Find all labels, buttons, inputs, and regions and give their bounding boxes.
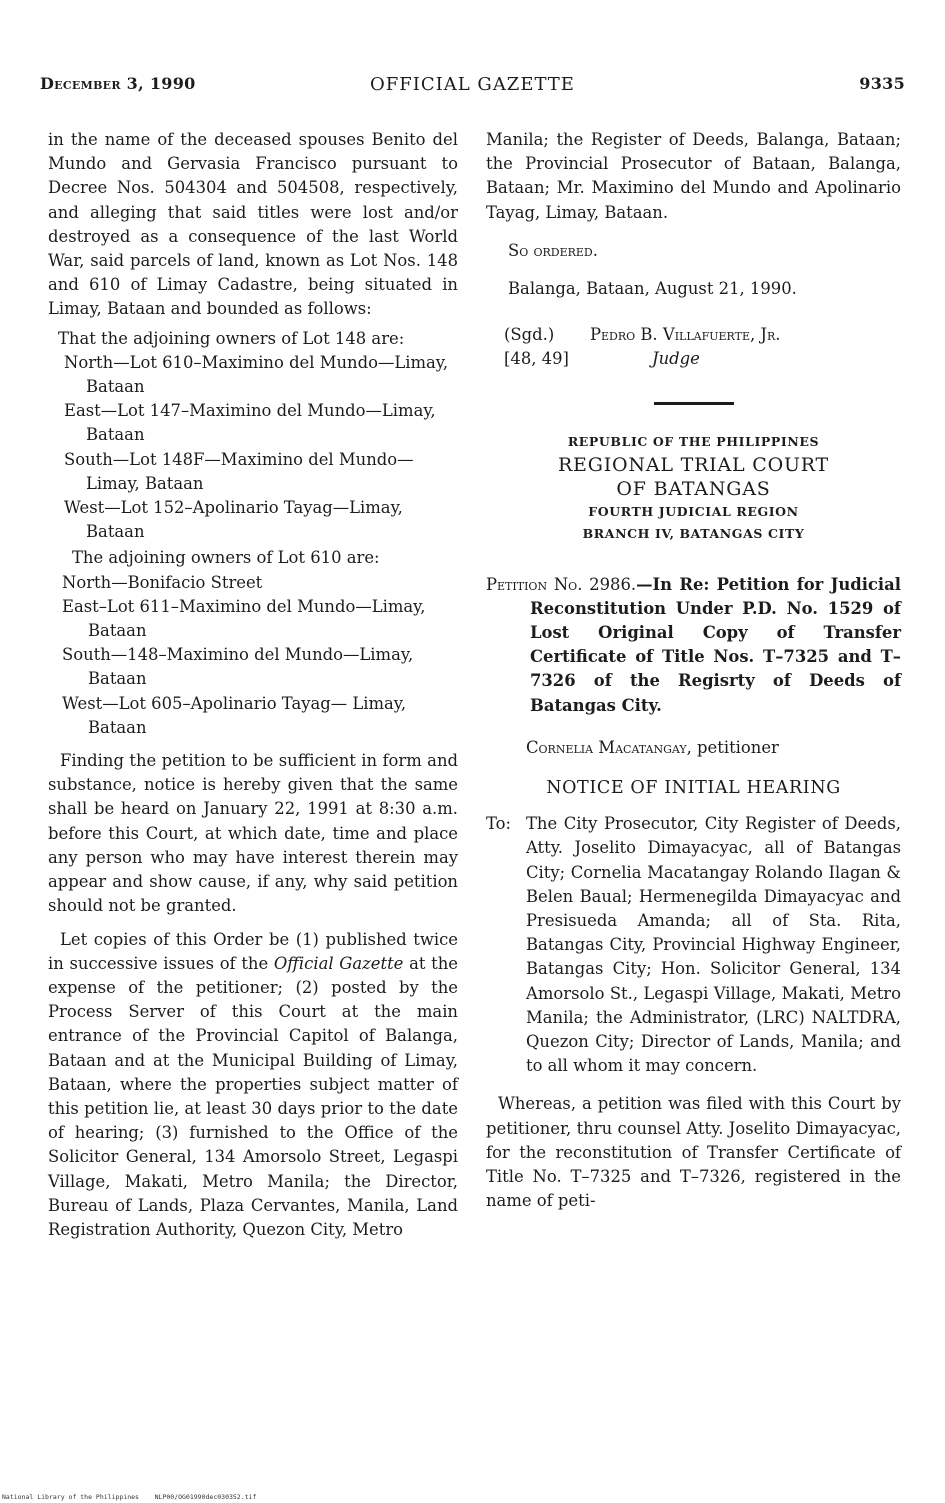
copies-text-part2: at the expense of the petitioner; (2) posted by the Process Server of this Court at the main entrance of the Provincial Capitol of Balanga, Bataan and at the Municipal Building of Limay, Bataan, where the properties subject matter of this petition lie, at least 30 days prior to the date of hearing; (3) furnished to the Office of the Solicitor General, 134 Amorsolo Street, Legaspi Village, Makati, Metro Manila; the Director, Bureau of Lands, Plaza Cervantes, Manila, Land Registration Authority, Quezon City, Metro [48,953,458,1239]
lot610-bound-west: West—Lot 605–Apolinario Tayag— Limay, Bataan [62,693,407,737]
header-page-number: 9335 [859,74,905,93]
signature-block [486,323,901,371]
continuation-paragraph: Manila; the Register of Deeds, Balanga, Bataan; the Provincial Prosecutor of Bataan, Balanga, Bataan; Mr. Maximino del Mundo and Apolinario Tayag, Limay, Bataan. [486,130,901,222]
footer-library: National Library of the Philippines [2,1493,139,1501]
court-name-line1: REGIONAL TRIAL COURT [557,453,830,476]
footer-file: NLP00/OG01990dec030352.tif [154,1493,257,1501]
lot610-bound-east: East–Lot 611–Maximino del Mundo—Limay, Bataan [62,596,426,641]
petitioner-line [486,736,901,760]
notice-title: NOTICE OF INITIAL HEARING [546,778,841,799]
whereas-paragraph: Whereas, a petition was filed with this Court by petitioner, thru counsel Atty. Joselito Dimayacyac, for the reconstitution of Transfer Certificate of Title No. T–7325 and T–7326, registered in the name of peti- [486,1094,901,1211]
lot148-bound-west: West—Lot 152–Apolinario Tayag—Limay, Bataan [64,498,403,542]
section-divider [654,402,734,405]
lot610-heading: The adjoining owners of Lot 610 are: [72,548,380,568]
to-label: To: [486,814,512,834]
lot610-bound-south: South—148–Maximino del Mundo—Limay, Bataan [62,645,414,689]
copies-paragraph [48,928,458,1243]
court-branch: BRANCH IV, BATANGAS CITY [582,525,805,541]
opening-paragraph: in the name of the deceased spouses Benito del Mundo and Gervasia Francisco pursuant to Decree Nos. 504304 and 504508, respectively, and alleging that said titles were lost and/or destroyed as a consequence of the last World War, said parcels of land, known as Lot Nos. 148 and 610 of Limay Cadastre, being situated in Limay, Bataan and bounded as follows: [48,130,458,319]
judge-position: Judge [652,349,700,369]
court-name-line2: OF BATANGAS [616,477,771,500]
official-gazette-title: Official Gazette [273,953,404,973]
lot148-bound-north: North—Lot 610–Maximino del Mundo—Limay, Bataan [64,352,449,397]
petitioner-name: Cornelia Macatangay [526,737,687,757]
so-ordered: So ordered. [508,240,598,260]
addressees-text: The City Prosecutor, City Register of Deeds, Atty. Joselito Dimayacyac, all of Batangas City; Cornelia Macatangay Rolando Ilagan & Belen Baual; Hermenegilda Dimayacyac and Presisueda Amanda; all of Sta. Rita, Batangas City, Provincial Highway Engineer, Batangas City; Hon. Solicitor General, 134 Amorsolo St., Legaspi Village, Makati, Metro Manila; the Administrator, (LRC) NALTDRA, Quezon City; Director of Lands, Manila; and to all whom it may concern. [526,814,901,1076]
petition-number: Petition No. 2986. [486,574,637,594]
left-column [48,128,458,1242]
signed-mark: (Sgd.) [504,325,555,345]
judge-name: Pedro B. Villafuerte, Jr. [590,325,781,345]
petitioner-suffix: , petitioner [686,737,779,757]
court-heading [486,431,901,545]
lot148-bound-south: South—Lot 148F—Maximino del Mundo—Limay, Bataan [64,449,414,493]
lot148-heading: That the adjoining owners of Lot 148 are: [58,328,405,348]
header-date: December 3, 1990 [40,74,196,93]
citation-reference: [48, 49] [504,349,569,369]
lot148-bound-east: East—Lot 147–Maximino del Mundo—Limay, Bataan [64,401,436,445]
finding-paragraph: Finding the petition to be sufficient in form and substance, notice is hereby given that the same shall be heard on January 22, 1991 at 8:30 a.m. before this Court, at which date, time and place any person who may have interest therein may appear and show cause, if any, why said petition should not be granted. [48,751,458,916]
lot610-bound-north: North—Bonifacio Street [62,572,263,592]
scan-footer [2,1493,256,1501]
petition-caption [486,573,901,718]
copies-text-part1: Let copies of this Order be (1) published twice in successive issues of the [48,929,458,973]
header-publication-title: OFFICIAL GAZETTE [370,74,575,95]
petition-title: —In Re: Petition for Judicial Reconstitution Under P.D. No. 1529 of Lost Original Copy of Transfer Certificate of Title Nos. T–7325 and T–7326 of the Regisrty of Deeds of Batangas City. [530,574,901,715]
judicial-region: FOURTH JUDICIAL REGION [588,503,799,519]
right-column [486,128,901,1214]
republic-line: REPUBLIC OF THE PHILIPPINES [567,433,820,449]
addressees-block [486,812,901,1078]
place-and-date: Balanga, Bataan, August 21, 1990. [508,279,797,299]
